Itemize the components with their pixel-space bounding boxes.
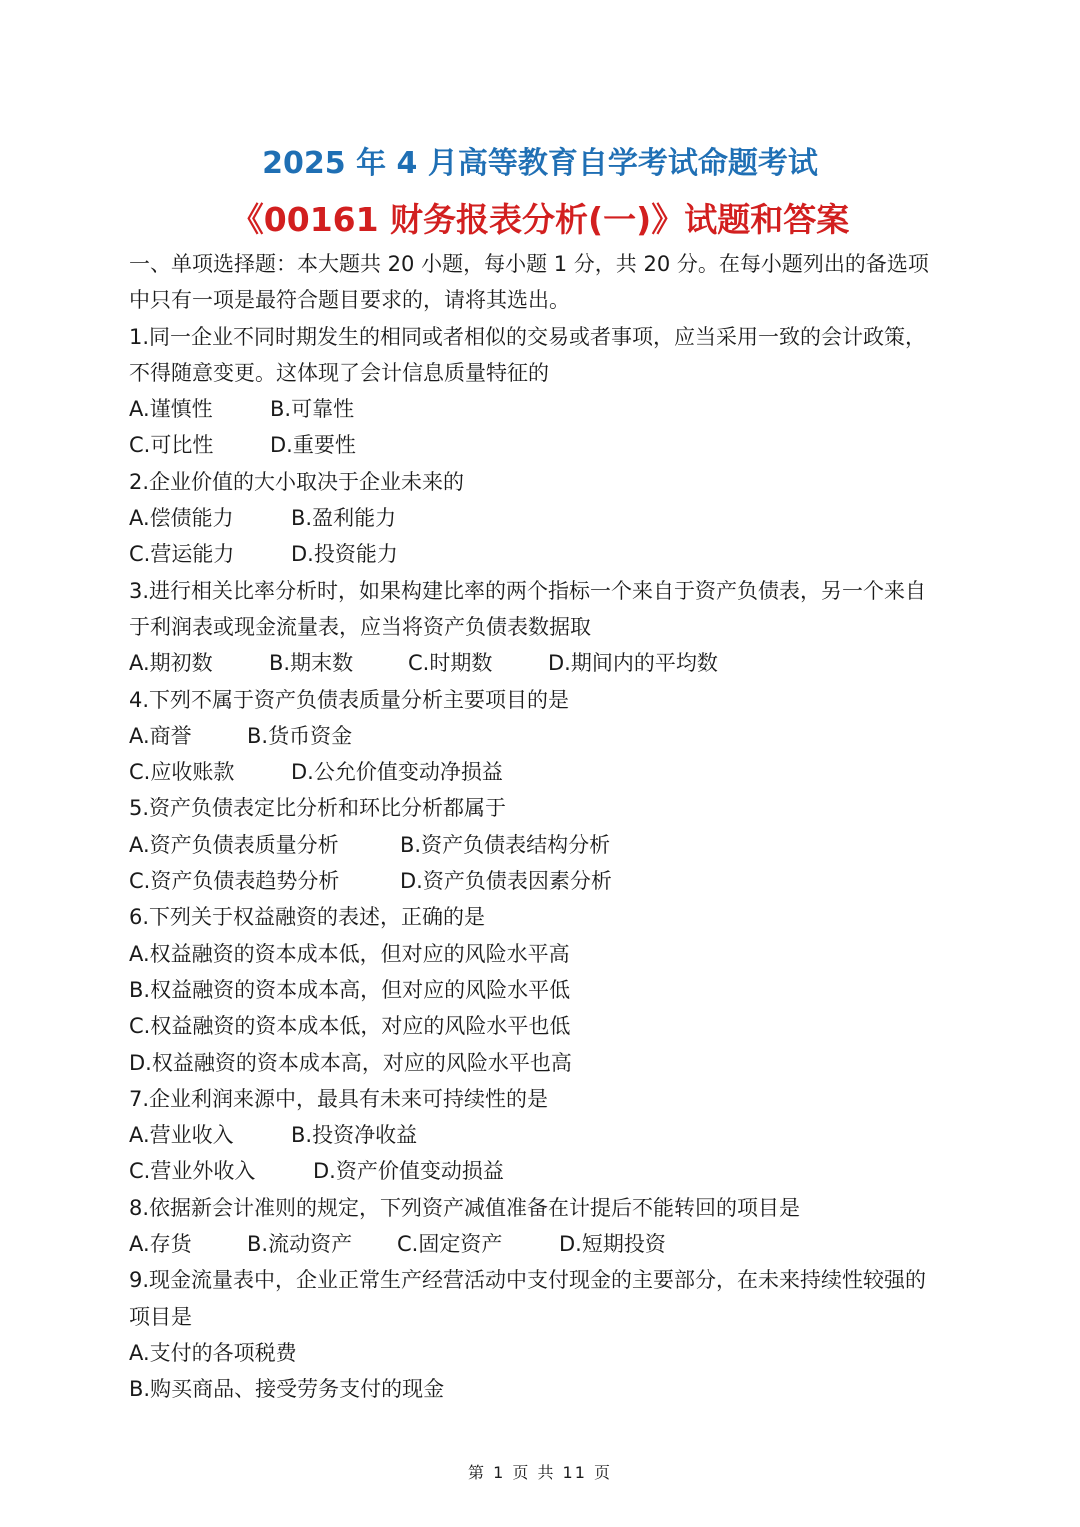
answer-option: D.投资能力: [291, 542, 398, 567]
question-list: [129, 319, 959, 1408]
option-row: [129, 972, 959, 1008]
option-row: [129, 1117, 959, 1153]
answer-option: A.支付的各项税费: [129, 1340, 297, 1365]
answer-option: C.营运能力: [129, 542, 235, 567]
question-body: [129, 246, 959, 1408]
section-intro-line: 一、单项选择题：本大题共 20 小题，每小题 1 分，共 20 分。在每小题列出的备选项: [129, 252, 929, 276]
answer-option: D.短期投资: [559, 1232, 666, 1257]
answer-option: A.偿债能力: [129, 506, 234, 531]
answer-option: B.流动资产: [247, 1232, 353, 1257]
answer-option: C.时期数: [408, 651, 493, 676]
answer-option: D.期间内的平均数: [548, 651, 718, 676]
answer-option: B.资产负债表结构分析: [400, 832, 611, 857]
question-stem: 7.企业利润来源中，最具有未来可持续性的是: [129, 1086, 549, 1111]
option-row: [129, 645, 959, 681]
answer-option: C.应收账款: [129, 760, 235, 785]
option-row: [129, 1335, 959, 1371]
answer-option: D.公允价值变动净损益: [291, 760, 503, 785]
answer-option: C.固定资产: [397, 1232, 503, 1257]
answer-option: A.权益融资的资本成本低，但对应的风险水平高: [129, 941, 570, 966]
answer-option: D.重要性: [270, 433, 356, 458]
option-row: [129, 1008, 959, 1044]
question-stem: 1.同一企业不同时期发生的相同或者相似的交易或者事项，应当采用一致的会计政策，: [129, 324, 927, 349]
question-stem: 8.依据新会计准则的规定，下列资产减值准备在计提后不能转回的项目是: [129, 1195, 801, 1220]
answer-option: B.期末数: [269, 651, 354, 676]
answer-option: A.资产负债表质量分析: [129, 832, 339, 857]
option-row: [129, 391, 959, 427]
answer-option: C.可比性: [129, 433, 214, 458]
option-row: [129, 1153, 959, 1189]
option-row: [129, 427, 959, 463]
question-stem: 6.下列关于权益融资的表述，正确的是: [129, 905, 486, 930]
answer-option: C.权益融资的资本成本低，对应的风险水平也低: [129, 1014, 571, 1039]
question-stem: 2.企业价值的大小取决于企业未来的: [129, 469, 465, 494]
answer-option: C.营业外收入: [129, 1159, 256, 1184]
answer-option: B.可靠性: [270, 397, 355, 422]
option-row: [129, 536, 959, 572]
answer-option: B.投资净收益: [291, 1123, 418, 1148]
answer-option: D.权益融资的资本成本高，对应的风险水平也高: [129, 1050, 572, 1075]
page-footer: 第 1 页 共 11 页: [468, 1463, 612, 1482]
answer-option: D.资产价值变动损益: [313, 1159, 504, 1184]
paper-title: 《00161 财务报表分析(一)》试题和答案: [230, 200, 850, 239]
option-row: [129, 500, 959, 536]
question-stem: 9.现金流量表中，企业正常生产经营活动中支付现金的主要部分，在未来持续性较强的: [129, 1268, 927, 1293]
answer-option: B.盈利能力: [291, 506, 397, 531]
option-row: [129, 1045, 959, 1081]
option-row: [129, 936, 959, 972]
question-stem: 于利润表或现金流量表，应当将资产负债表数据取: [129, 614, 591, 639]
answer-option: A.营业收入: [129, 1123, 234, 1148]
question-stem: 4.下列不属于资产负债表质量分析主要项目的是: [129, 687, 570, 712]
section-intro-line: 中只有一项是最符合题目要求的，请将其选出。: [129, 288, 570, 313]
question-stem: 项目是: [129, 1304, 192, 1329]
answer-option: C.资产负债表趋势分析: [129, 869, 340, 894]
answer-option: A.期初数: [129, 651, 213, 676]
question-stem: 3.进行相关比率分析时，如果构建比率的两个指标一个来自于资产负债表，另一个来自: [129, 578, 927, 603]
answer-option: B.权益融资的资本成本高，但对应的风险水平低: [129, 977, 571, 1002]
answer-option: B.货币资金: [247, 723, 353, 748]
answer-option: D.资产负债表因素分析: [400, 869, 612, 894]
question-stem: 5.资产负债表定比分析和环比分析都属于: [129, 796, 507, 821]
option-row: [129, 1226, 959, 1262]
option-row: [129, 827, 959, 863]
option-row: [129, 863, 959, 899]
answer-option: A.商誉: [129, 723, 192, 748]
option-row: [129, 718, 959, 754]
answer-option: A.存货: [129, 1232, 192, 1257]
answer-option: A.谨慎性: [129, 397, 213, 422]
option-row: [129, 754, 959, 790]
question-stem: 不得随意变更。这体现了会计信息质量特征的: [129, 360, 549, 385]
answer-option: B.购买商品、接受劳务支付的现金: [129, 1377, 445, 1402]
option-row: [129, 1371, 959, 1407]
exam-title: 2025 年 4 月高等教育自学考试命题考试: [262, 146, 818, 181]
